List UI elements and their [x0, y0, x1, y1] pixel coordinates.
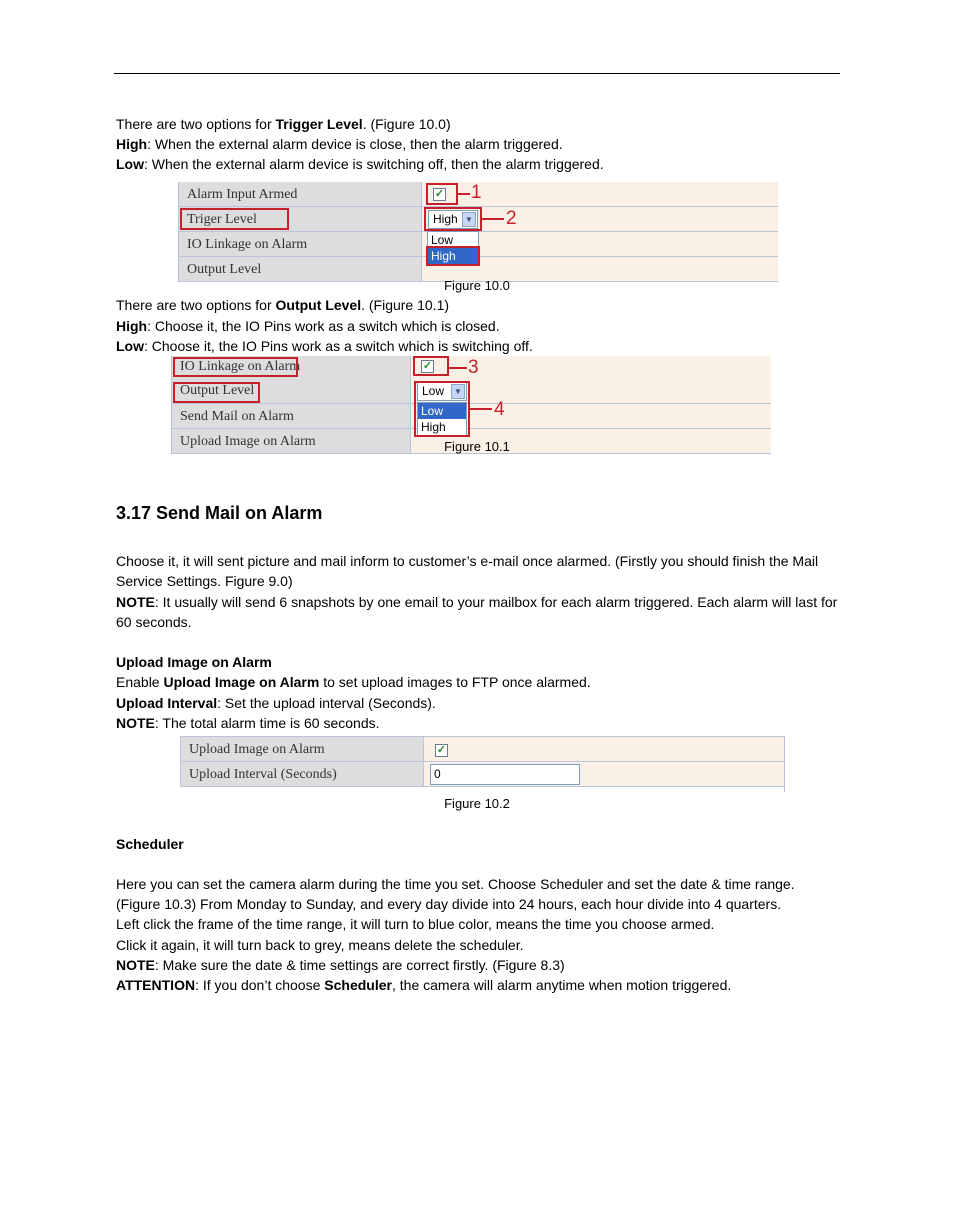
upload-enable: Enable Upload Image on Alarm to set upload images to FTP once alarmed. — [116, 674, 591, 690]
option-low[interactable]: Low — [418, 403, 466, 419]
io-linkage-checkbox[interactable]: ✓ — [422, 360, 433, 372]
scheduler-line: Here you can set the camera alarm during the time you set. Choose Scheduler and set the date & time range. — [116, 876, 795, 892]
row-label: IO Linkage on Alarm — [187, 237, 308, 252]
highlight-box — [173, 382, 260, 403]
highlight-box — [413, 356, 449, 376]
row-label: Upload Image on Alarm — [189, 742, 325, 757]
callout-number: 3 — [468, 357, 479, 378]
option-low[interactable]: Low — [431, 233, 454, 247]
row-label: IO Linkage on Alarm — [180, 359, 301, 374]
trigger-level-select[interactable]: High ▼ — [428, 210, 478, 229]
figure-caption: Figure 10.1 — [444, 439, 510, 454]
output-low: Low: Choose it, the IO Pins work as a switch which is switching off. — [116, 338, 533, 354]
figure-10-0 — [178, 182, 778, 277]
scheduler-note: NOTE: Make sure the date & time settings are correct firstly. (Figure 8.3) — [116, 957, 565, 973]
row-label: Triger Level — [187, 212, 257, 227]
callout-number: 4 — [494, 399, 505, 420]
callout-number: 2 — [506, 208, 517, 229]
scheduler-line: (Figure 10.3) From Monday to Sunday, and every day divide into 24 hours, each hour divide into 4 quarters. — [116, 896, 782, 912]
callout-number: 1 — [471, 182, 482, 203]
section-heading: 3.17 Send Mail on Alarm — [116, 503, 323, 523]
callout-line — [470, 408, 492, 410]
scheduler-attention: ATTENTION: If you don’t choose Scheduler, the camera will alarm anytime when motion triggered. — [116, 977, 732, 993]
callout-line — [458, 193, 470, 195]
chevron-down-icon: ▼ — [462, 212, 476, 227]
trigger-low: Low: When the external alarm device is switching off, then the alarm triggered. — [116, 156, 604, 172]
upload-interval-input[interactable]: 0 — [430, 764, 580, 785]
row-label: Output Level — [180, 383, 255, 398]
send-mail-description: Choose it, it will sent picture and mail inform to customer’s e-mail once alarmed. (Firstly you should finish the Mail Service Settings. Figure 9.0) — [116, 553, 819, 589]
figure-caption: Figure 10.0 — [444, 278, 510, 293]
highlight-box — [414, 381, 470, 437]
scheduler-line: Left click the frame of the time range, it will turn to blue color, means the time you choose armed. — [116, 916, 715, 932]
output-intro: There are two options for Output Level. (Figure 10.1) — [116, 297, 450, 313]
highlight-box — [426, 246, 480, 266]
upload-interval: Upload Interval: Set the upload interval (Seconds). — [116, 695, 436, 711]
callout-line — [449, 367, 467, 369]
trigger-intro: There are two options for Trigger Level. (Figure 10.0) — [116, 116, 451, 132]
row-label: Send Mail on Alarm — [180, 409, 294, 424]
figure-10-2 — [180, 736, 785, 792]
row-label: Output Level — [187, 262, 262, 277]
highlight-box — [173, 357, 301, 377]
alarm-input-armed-checkbox[interactable]: ✓ — [434, 188, 445, 200]
send-mail-note: NOTE: It usually will send 6 snapshots by one email to your mailbox for each alarm triggered. Each alarm will last for 60 seconds. — [116, 594, 838, 630]
row-label: Upload Interval (Seconds) — [189, 767, 337, 782]
upload-note: NOTE: The total alarm time is 60 seconds. — [116, 715, 380, 731]
option-high[interactable]: High — [428, 248, 478, 264]
row-label: Alarm Input Armed — [187, 187, 298, 202]
highlight-box — [424, 207, 482, 231]
output-high: High: Choose it, the IO Pins work as a switch which is closed. — [116, 318, 500, 334]
figure-caption: Figure 10.2 — [444, 796, 510, 811]
callout-line — [482, 218, 504, 220]
upload-heading: Upload Image on Alarm — [116, 654, 272, 670]
scheduler-heading: Scheduler — [116, 836, 184, 852]
option-high[interactable]: High — [421, 420, 446, 434]
header-rule — [114, 73, 840, 74]
chevron-down-icon: ▼ — [451, 384, 465, 399]
trigger-high: High: When the external alarm device is close, then the alarm triggered. — [116, 136, 563, 152]
highlight-box — [426, 183, 458, 205]
output-level-select[interactable]: Low ▼ — [417, 382, 467, 401]
highlight-box — [180, 208, 289, 230]
row-label: Upload Image on Alarm — [180, 434, 316, 449]
scheduler-line: Click it again, it will turn back to grey, means delete the scheduler. — [116, 937, 524, 953]
upload-image-checkbox[interactable]: ✓ — [436, 744, 447, 756]
